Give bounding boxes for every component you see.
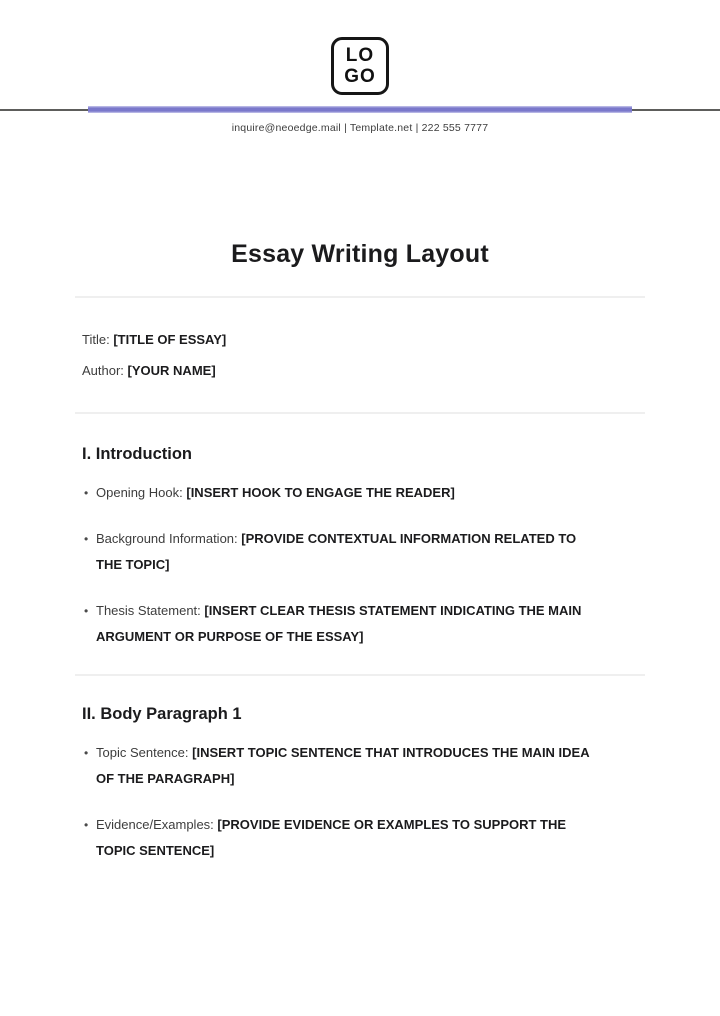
bullet-value: [INSERT HOOK TO ENGAGE THE READER]: [186, 485, 455, 500]
meta-title-value: [TITLE OF ESSAY]: [113, 332, 227, 347]
bullet-item: [86, 740, 601, 792]
contact-line: inquire@neoedge.mail | Template.net | 222 555 7777: [231, 122, 489, 134]
bullet-value: [INSERT CLEAR THESIS STATEMENT INDICATING THE MAIN ARGUMENT OR PURPOSE OF THE ESSAY]: [96, 603, 582, 644]
bullet-label: Evidence/Examples:: [96, 817, 214, 832]
bullet-label: Background Information:: [96, 531, 238, 546]
meta-title-row: [82, 330, 226, 350]
meta-author-value: [YOUR NAME]: [127, 363, 216, 378]
bullet-value: [INSERT TOPIC SENTENCE THAT INTRODUCES THE MAIN IDEA OF THE PARAGRAPH]: [96, 745, 590, 786]
page-title: Essay Writing Layout: [231, 240, 489, 268]
meta-author-label: Author:: [82, 363, 124, 378]
bullet-item: [86, 480, 601, 506]
bullet-list-introduction: [86, 480, 601, 670]
bullet-label: Opening Hook:: [96, 485, 183, 500]
bullet-value: [PROVIDE EVIDENCE OR EXAMPLES TO SUPPORT THE TOPIC SENTENCE]: [96, 817, 567, 858]
logo: [331, 37, 389, 95]
section-heading-body-paragraph-1: II. Body Paragraph 1: [82, 705, 242, 723]
logo-text-line1: LO: [345, 45, 375, 66]
divider: [75, 412, 645, 414]
divider: [75, 674, 645, 676]
bullet-item: [86, 812, 601, 864]
meta-block: [82, 330, 226, 392]
divider: [75, 296, 645, 298]
bullet-label: Topic Sentence:: [96, 745, 189, 760]
bullet-label: Thesis Statement:: [96, 603, 201, 618]
meta-title-label: Title:: [82, 332, 110, 347]
bullet-list-body-paragraph-1: [86, 740, 601, 884]
bullet-item: [86, 598, 601, 650]
meta-author-row: [82, 361, 226, 381]
section-heading-introduction: I. Introduction: [82, 445, 192, 463]
bullet-value: [PROVIDE CONTEXTUAL INFORMATION RELATED TO THE TOPIC]: [96, 531, 577, 572]
logo-text-line2: GO: [344, 66, 376, 87]
header-accent-bar: [88, 106, 632, 113]
bullet-item: [86, 526, 601, 578]
